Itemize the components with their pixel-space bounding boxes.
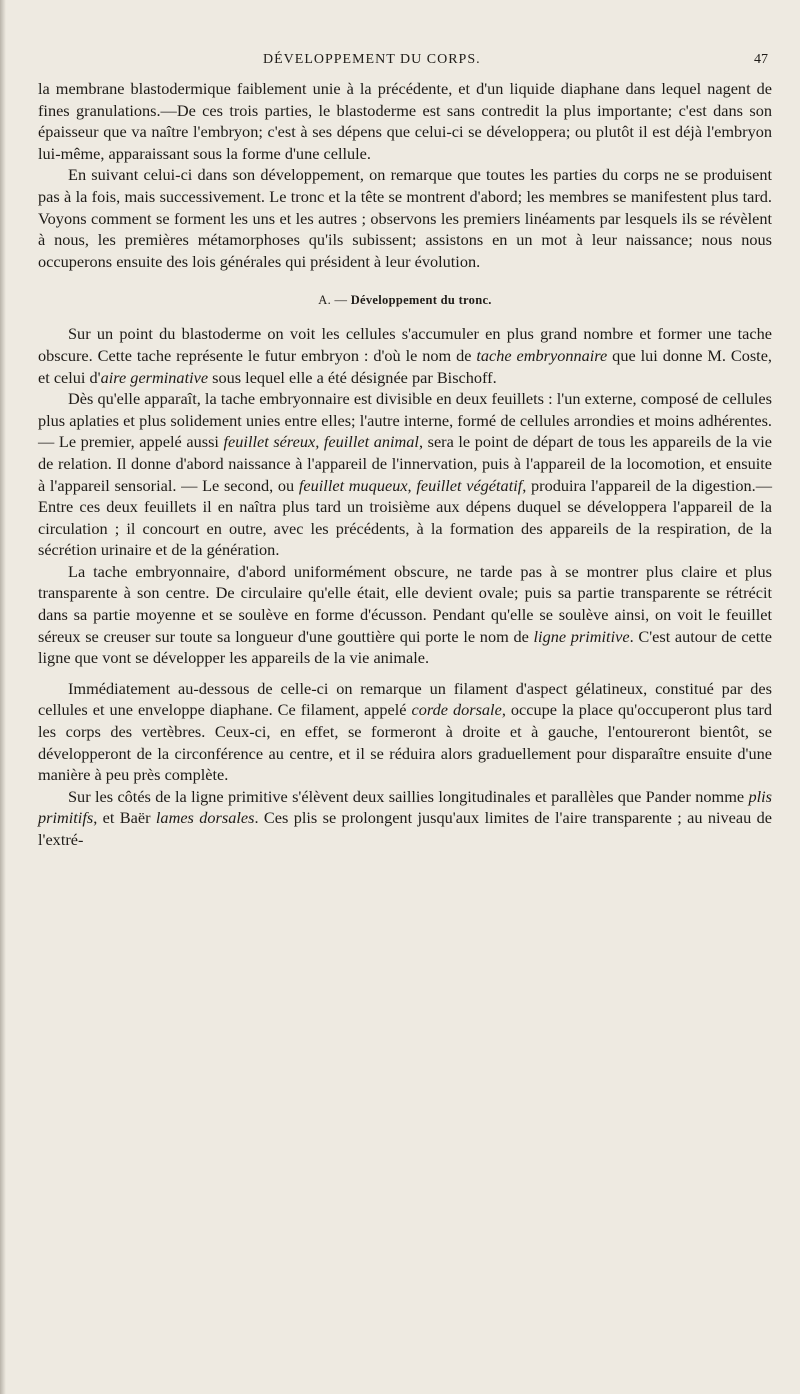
italic-term: tache embryonnaire: [476, 345, 608, 365]
text-run: . C'est autour de cette ligne que vont se développer les appareils de la vie animale.: [38, 626, 772, 668]
italic-term: feuillet séreux, feuillet animal: [223, 432, 419, 452]
paragraph-5: [38, 561, 772, 669]
italic-term: corde dorsale: [411, 700, 502, 720]
section-heading: [38, 293, 772, 308]
text-run: que lui donne M. Coste, et celui d': [38, 345, 772, 387]
italic-term: ligne primitive: [533, 626, 630, 646]
paragraph-2: En suivant celui-ci dans son développement, on remarque que toutes les parties du corps ne se produisent pas à la fois, mais successivement. Le tronc et la tête se montrent d'abord; les membres se manifestent plus tard. Voyons comment se forment les uns et les autres ; observons les premiers linéaments par lesquels ils se révèlent à nous, les premières métamorphoses qu'ils subissent; assistons en un mot à leur naissance; nous nous occuperons ensuite des lois générales qui président à leur évolution.: [38, 165, 772, 271]
section-prefix: A. —: [318, 293, 348, 308]
text-run: Sur un point du blastoderme on voit les cellules s'accumuler en plus grand nombre et former une tache obscure. Cette tache représente le futur embryon : d'où le nom de: [38, 324, 772, 365]
text-run: sous lequel elle a été désignée par Bischoff.: [208, 367, 497, 387]
italic-term: lames dorsales: [155, 808, 255, 828]
italic-term: plis primitifs: [38, 786, 772, 828]
paragraph-1: la membrane blastodermique faiblement unie à la précédente, et d'un liquide diaphane dans lequel nagent de fines granulations.—De ces trois parties, le blastoderme est sans contredit la plus importante; c'est dans son épaisseur que va naître l'embryon; c'est à ses dépens que celui-ci se développera; ou plutôt il est déjà l'embryon lui-même, apparaissant sous la forme d'une cellule.: [38, 79, 772, 163]
text-run: Sur les côtés de la ligne primitive s'élèvent deux saillies longitudinales et parallèles que Pander nomme: [68, 786, 749, 806]
page-edge-shadow: [0, 0, 6, 1394]
paragraph-7: [38, 786, 772, 851]
running-title: DÉVELOPPEMENT DU CORPS.: [263, 52, 481, 67]
text-run: Immédiatement au-dessous de celle-ci on remarque un filament d'aspect gélatineux, constitué par des cellules et une enveloppe diaphane. Ce filament, appelé: [38, 678, 772, 720]
italic-term: aire germinative: [100, 367, 209, 387]
text-run: Dès qu'elle apparaît, la tache embryonnaire est divisible en deux feuillets : l'un externe, composé de cellules plus aplaties et plus solidement unies entre elles; l'autre interne, formé de cellules arrondies et moins adhérentes. — Le premier, appelé aussi: [38, 389, 772, 452]
text-run: , occupe la place qu'occuperont plus tard les corps des vertèbres. Ceux-ci, en effet, se formeront à droite et à gauche, l'entoureront bientôt, se développeront de la circonférence au centre, et il se réduira alors graduellement pour disparaître ensuite d'une manière à peu près complète.: [38, 700, 772, 785]
text-run: . Ces plis se prolongent jusqu'aux limites de l'aire transparente ; au niveau de l'extré-: [38, 808, 772, 849]
italic-term: feuillet muqueux, feuillet végétatif: [298, 475, 523, 495]
text-run: , produira l'appareil de la digestion.—Entre ces deux feuillets il en naîtra plus tard un troisième aux dépens duquel se développera l'appareil de la circulation ; il concourt en outre, avec les précédents, à la formation des appareils de la respiration, de la sécrétion urinaire et de la génération.: [38, 475, 772, 560]
running-header: [38, 52, 772, 76]
section-title: Développement du tronc.: [350, 293, 492, 308]
paragraph-4: [38, 388, 772, 561]
text-run: , et Baër: [93, 808, 156, 828]
paragraph-3: [38, 323, 772, 388]
paragraph-6: [38, 678, 772, 786]
page-number: 47: [754, 52, 768, 67]
text-run: La tache embryonnaire, d'abord uniformément obscure, ne tarde pas à se montrer plus claire et plus transparente à son centre. De circulaire qu'elle était, elle devient ovale; puis sa partie transparente se rétrécit dans sa partie moyenne et se soulève en forme d'écusson. Pendant qu'elle se soulève ainsi, on voit le feuillet séreux se creuser sur toute sa longueur d'une gouttière qui porte le nom de: [38, 561, 772, 646]
text-run: , sera le point de départ de tous les appareils de la vie de relation. Il donne d'abord naissance à l'appareil de l'innervation, puis à l'appareil de la locomotion, et ensuite à l'appareil sensorial. — Le second, ou: [38, 432, 772, 495]
